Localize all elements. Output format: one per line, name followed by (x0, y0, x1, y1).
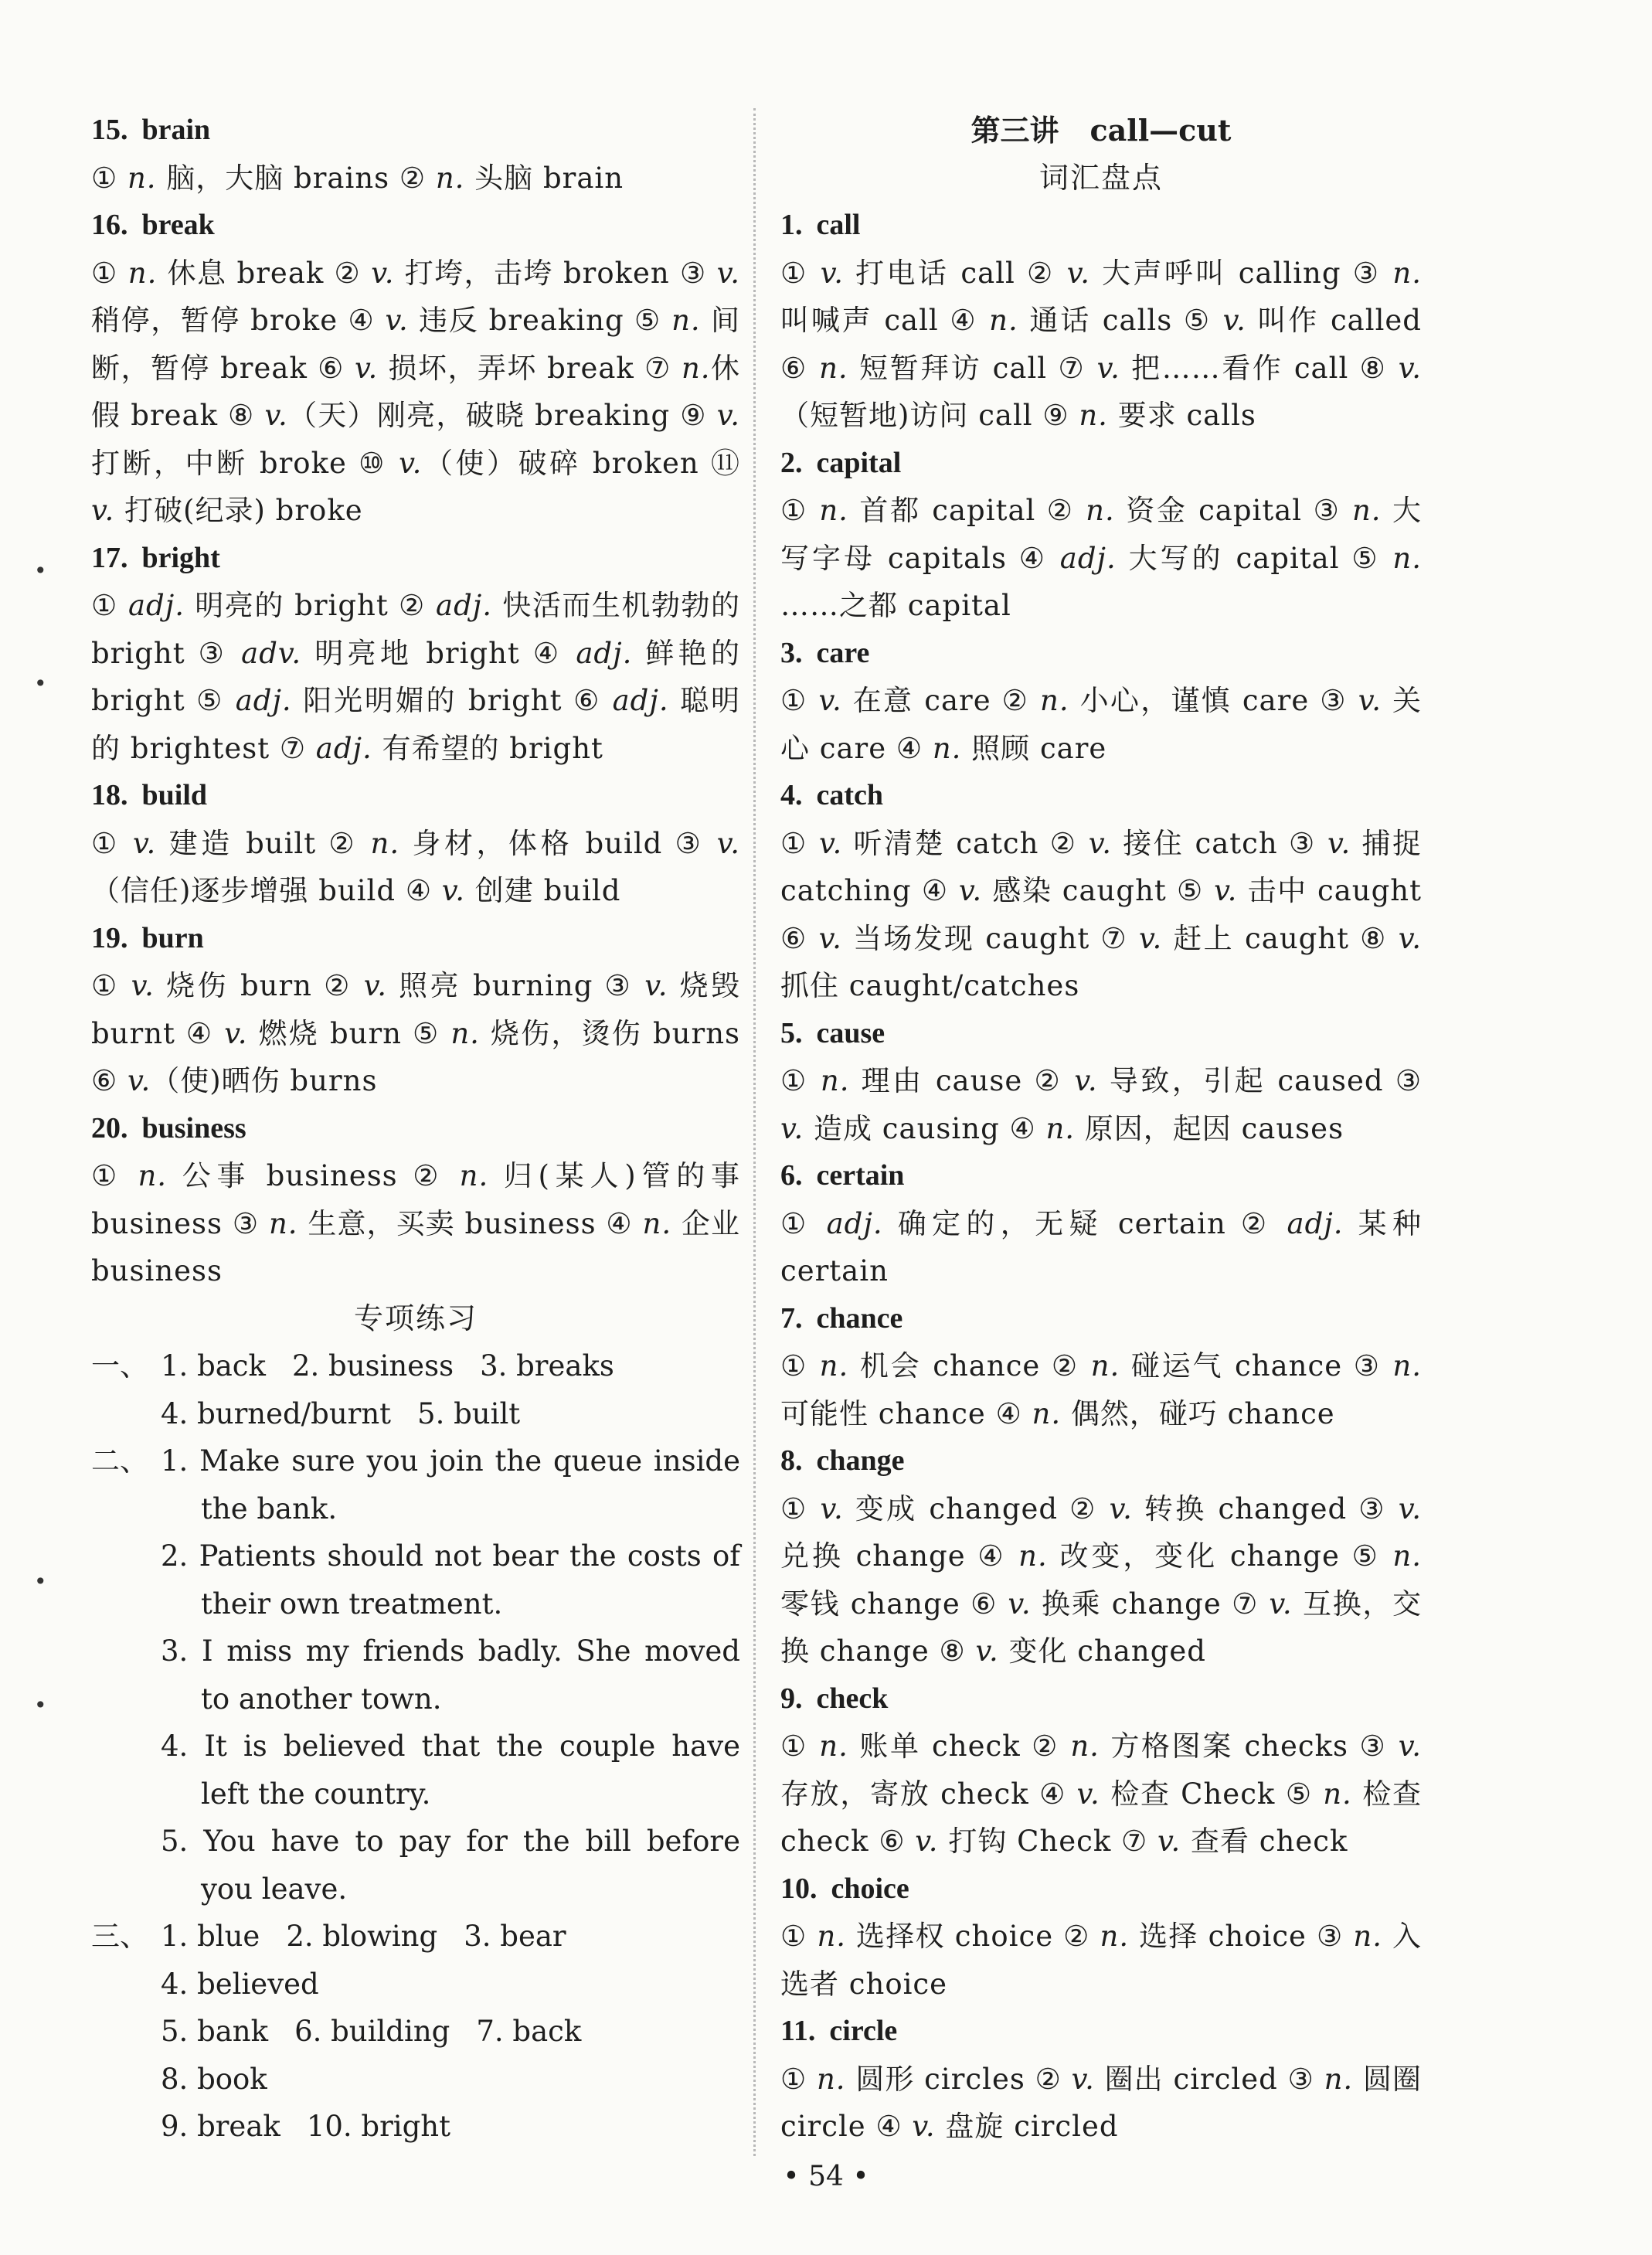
vocab-entry (780, 202, 1422, 440)
entry-word: brain (141, 114, 211, 146)
entry-headword (91, 1105, 740, 1153)
answer-sentence: 4. It is believed that the couple have left the country. (161, 1730, 740, 1811)
entry-definitions: ① adj. 明亮的 bright ② adj. 快活而生机勃勃的 bright ③ adv. 明亮地 bright ④ adj. 鲜艳的 bright ⑤ adj. 阳光明媚的 bright ⑥ adj. 聪明的 brightest ⑦ adj. 有希望的 bright (91, 589, 741, 765)
entry-headword (780, 2008, 1422, 2056)
answer-item: 4. believed (161, 1967, 319, 2001)
lecture-number: 第三讲 (970, 113, 1059, 148)
entry-number: 17. (91, 541, 128, 574)
entry-word: call (816, 209, 861, 241)
entry-word: change (816, 1444, 905, 1477)
entry-word: business (141, 1111, 246, 1145)
margin-dot: • (34, 558, 47, 583)
exercise-sentences (161, 1437, 740, 1913)
entry-word: break (141, 209, 215, 241)
exercise-part-2 (91, 1437, 740, 1913)
answer-item: 3. bear (464, 1920, 566, 1953)
entry-number: 4. (780, 779, 803, 811)
entry-headword (780, 1675, 1422, 1723)
answer-row (161, 1390, 740, 1438)
entry-word: catch (816, 779, 884, 811)
margin-dot: • (34, 671, 47, 696)
entry-number: 10. (780, 1872, 818, 1905)
entry-headword (91, 535, 740, 583)
entry-word: circle (829, 2015, 898, 2047)
answer-row (161, 1342, 740, 1390)
entry-headword (780, 1295, 1422, 1343)
entry-definitions: ① v. 建造 built ② n. 身材，体格 build ③ v.（信任)逐步增强 build ④ v. 创建 build (91, 826, 740, 907)
vocab-entry (780, 1675, 1422, 1866)
exercise-label: 三、 (91, 1920, 148, 1953)
entry-headword (780, 630, 1422, 678)
answer-item: 2. business (291, 1349, 454, 1383)
entry-word: build (141, 779, 208, 811)
entry-definitions: ① v. 烧伤 burn ② v. 照亮 burning ③ v. 烧毁 burnt ④ v. 燃烧 burn ⑤ n. 烧伤，烫伤 burns ⑥ v.（使)晒伤 burns (91, 969, 741, 1097)
entry-headword (780, 440, 1422, 488)
entry-number: 7. (780, 1301, 803, 1335)
vocab-entry (780, 772, 1422, 1010)
entry-number: 19. (91, 921, 128, 954)
entry-definitions: ① n. 机会 chance ② n. 碰运气 chance ③ n. 可能性 chance ④ n. 偶然，碰巧 chance (780, 1349, 1422, 1430)
vocab-entry (780, 1295, 1422, 1438)
answer-item: 5. built (417, 1396, 521, 1430)
entry-definitions: ① v. 变成 changed ② v. 转换 changed ③ v. 兑换 change ④ n. 改变，变化 change ⑤ n. 零钱 change ⑥ v. 换乘 change ⑦ v. 互换，交换 change ⑧ v. 变化 changed (780, 1491, 1423, 1668)
entry-definitions: ① adj. 确定的，无疑 certain ② adj. 某种 certain (780, 1206, 1422, 1287)
answer-sentence: 2. Patients should not bear the costs of their own treatment. (161, 1539, 740, 1621)
entry-definitions: ① v. 听清楚 catch ② v. 接住 catch ③ v. 捕捉 catching ④ v. 感染 caught ⑤ v. 击中 caught ⑥ v. 当场发现 caught ⑦ v. 赶上 caught ⑧ v. 抓住 caught/catches (780, 826, 1423, 1002)
answer-item: 6. building (294, 2015, 450, 2048)
left-column (91, 107, 740, 2151)
entry-definitions: ① v. 打电话 call ② v. 大声呼叫 calling ③ n. 叫喊声 call ④ n. 通话 calls ⑤ v. 叫作 called ⑥ n. 短暂拜访 call ⑦ v. 把……看作 call ⑧ v.（短暂地)访问 call ⑨ n. 要求 calls (780, 256, 1422, 432)
answer-item: 10. bright (306, 2110, 451, 2143)
entry-definitions: ① n. 圆形 circles ② v. 圈出 circled ③ n. 圆圈 circle ④ v. 盘旋 circled (780, 2062, 1422, 2143)
vocab-entry (780, 1866, 1422, 2008)
entry-word: capital (816, 446, 902, 479)
vocab-entry (91, 915, 740, 1105)
practice-title: 专项练习 (353, 1301, 478, 1335)
entry-number: 2. (780, 446, 803, 479)
entry-number: 6. (780, 1159, 803, 1192)
lecture-title (780, 107, 1422, 155)
entry-headword (780, 772, 1422, 820)
entry-headword (780, 1152, 1422, 1200)
answer-row (161, 1913, 740, 2008)
entry-number: 16. (91, 209, 128, 241)
right-column (780, 107, 1422, 2151)
answer-item: 9. break (161, 2110, 280, 2143)
entry-headword (91, 107, 740, 155)
entry-word: bright (141, 541, 220, 574)
entry-definitions: ① n. 账单 check ② n. 方格图案 checks ③ v. 存放，寄放 check ④ v. 检查 Check ⑤ n. 检查 check ⑥ v. 打钩 Check ⑦ v. 查看 check (780, 1730, 1422, 1858)
entry-definitions: ① v. 在意 care ② n. 小心，谨慎 care ③ v. 关心 care ④ n. 照顾 care (780, 684, 1422, 765)
answer-sentence: 3. I miss my friends badly. She moved to another town. (161, 1634, 740, 1716)
entry-number: 8. (780, 1444, 803, 1477)
entry-word: chance (816, 1301, 903, 1335)
answer-sentence: 1. Make sure you join the queue inside the bank. (161, 1444, 740, 1525)
entry-number: 11. (780, 2015, 816, 2047)
vocab-entry (91, 107, 740, 202)
answer-item: 8. book (161, 2062, 267, 2096)
entry-headword (780, 1437, 1422, 1485)
answer-sentence: 5. You have to pay for the bill before you leave. (161, 1825, 740, 1906)
exercise-part-3 (91, 1913, 740, 2151)
page-number: • 54 • (783, 2161, 869, 2192)
entry-headword (780, 1010, 1422, 1058)
entry-definitions: ① n. 公事 business ② n. 归(某人)管的事 business ③ n. 生意，买卖 business ④ n. 企业 business (91, 1159, 740, 1287)
right-vocab-list (780, 202, 1422, 2151)
entry-headword (91, 915, 740, 963)
entry-headword (91, 772, 740, 820)
entry-headword (780, 1866, 1422, 1913)
left-vocab-list (91, 107, 740, 1295)
vocab-entry (91, 772, 740, 915)
answer-item: 4. burned/burnt (161, 1396, 392, 1430)
vocab-entry (91, 202, 740, 535)
entry-definitions: ① n. 选择权 choice ② n. 选择 choice ③ n. 入选者 choice (780, 1920, 1423, 2001)
exercise-part-1 (91, 1342, 740, 1437)
entry-number: 1. (780, 209, 803, 241)
vocab-entry (780, 440, 1422, 630)
exercise-label: 二、 (91, 1444, 148, 1478)
entry-word: cause (816, 1016, 885, 1049)
entry-definitions: ① n. 脑，大脑 brains ② n. 头脑 brain (91, 161, 624, 195)
entry-number: 5. (780, 1016, 803, 1049)
vocab-entry (780, 1010, 1422, 1153)
exercise-answers (161, 1913, 740, 2151)
entry-number: 18. (91, 779, 128, 811)
entry-definitions: ① n. 休息 break ② v. 打垮，击垮 broken ③ v. 稍停，暂停 broke ④ v. 违反 breaking ⑤ n. 间断，暂停 break ⑥ v. 损坏，弄坏 break ⑦ n.休假 break ⑧ v.（天）刚亮，破晓 breaking ⑨ v. 打断，中断 broke ⑩ v.（使）破碎 broken ⑪ v. 打破(纪录) broke (91, 256, 741, 527)
answer-item: 1. blue (161, 1920, 260, 1953)
vocab-entry (91, 535, 740, 773)
column-divider (753, 108, 756, 2156)
answer-item: 2. blowing (286, 1920, 438, 1953)
lecture-range: call—cut (1089, 113, 1232, 148)
margin-dot: • (34, 1569, 47, 1594)
entry-word: burn (141, 921, 204, 954)
exercise-label: 一、 (91, 1349, 148, 1383)
vocab-entry (780, 630, 1422, 773)
vocab-entry (780, 1152, 1422, 1295)
entry-number: 20. (91, 1111, 128, 1145)
answer-item: 5. bank (161, 2015, 269, 2048)
entry-number: 15. (91, 114, 128, 146)
entry-word: choice (831, 1872, 909, 1905)
exercise-answers (161, 1342, 740, 1437)
vocab-entry (91, 1105, 740, 1295)
vocab-entry (780, 1437, 1422, 1675)
section-title: 词汇盘点 (1038, 160, 1163, 195)
answer-row (161, 2103, 740, 2151)
entry-definitions: ① n. 首都 capital ② n. 资金 capital ③ n. 大写字母 capitals ④ adj. 大写的 capital ⑤ n. ……之都 capital (780, 494, 1422, 622)
practice-section (91, 1295, 740, 2151)
answer-item: 7. back (476, 2015, 582, 2048)
entry-word: certain (816, 1159, 905, 1192)
vocab-entry (780, 2008, 1422, 2151)
entry-number: 9. (780, 1682, 803, 1715)
entry-headword (780, 202, 1422, 250)
margin-dot: • (34, 1692, 47, 1718)
entry-number: 3. (780, 636, 803, 669)
entry-word: check (816, 1682, 889, 1715)
answer-item: 3. breaks (480, 1349, 614, 1383)
answer-row (161, 2008, 740, 2103)
entry-word: care (816, 636, 870, 669)
entry-definitions: ① n. 理由 cause ② v. 导致，引起 caused ③ v. 造成 causing ④ n. 原因，起因 causes (780, 1064, 1422, 1145)
entry-headword (91, 202, 740, 250)
answer-item: 1. back (161, 1349, 266, 1383)
